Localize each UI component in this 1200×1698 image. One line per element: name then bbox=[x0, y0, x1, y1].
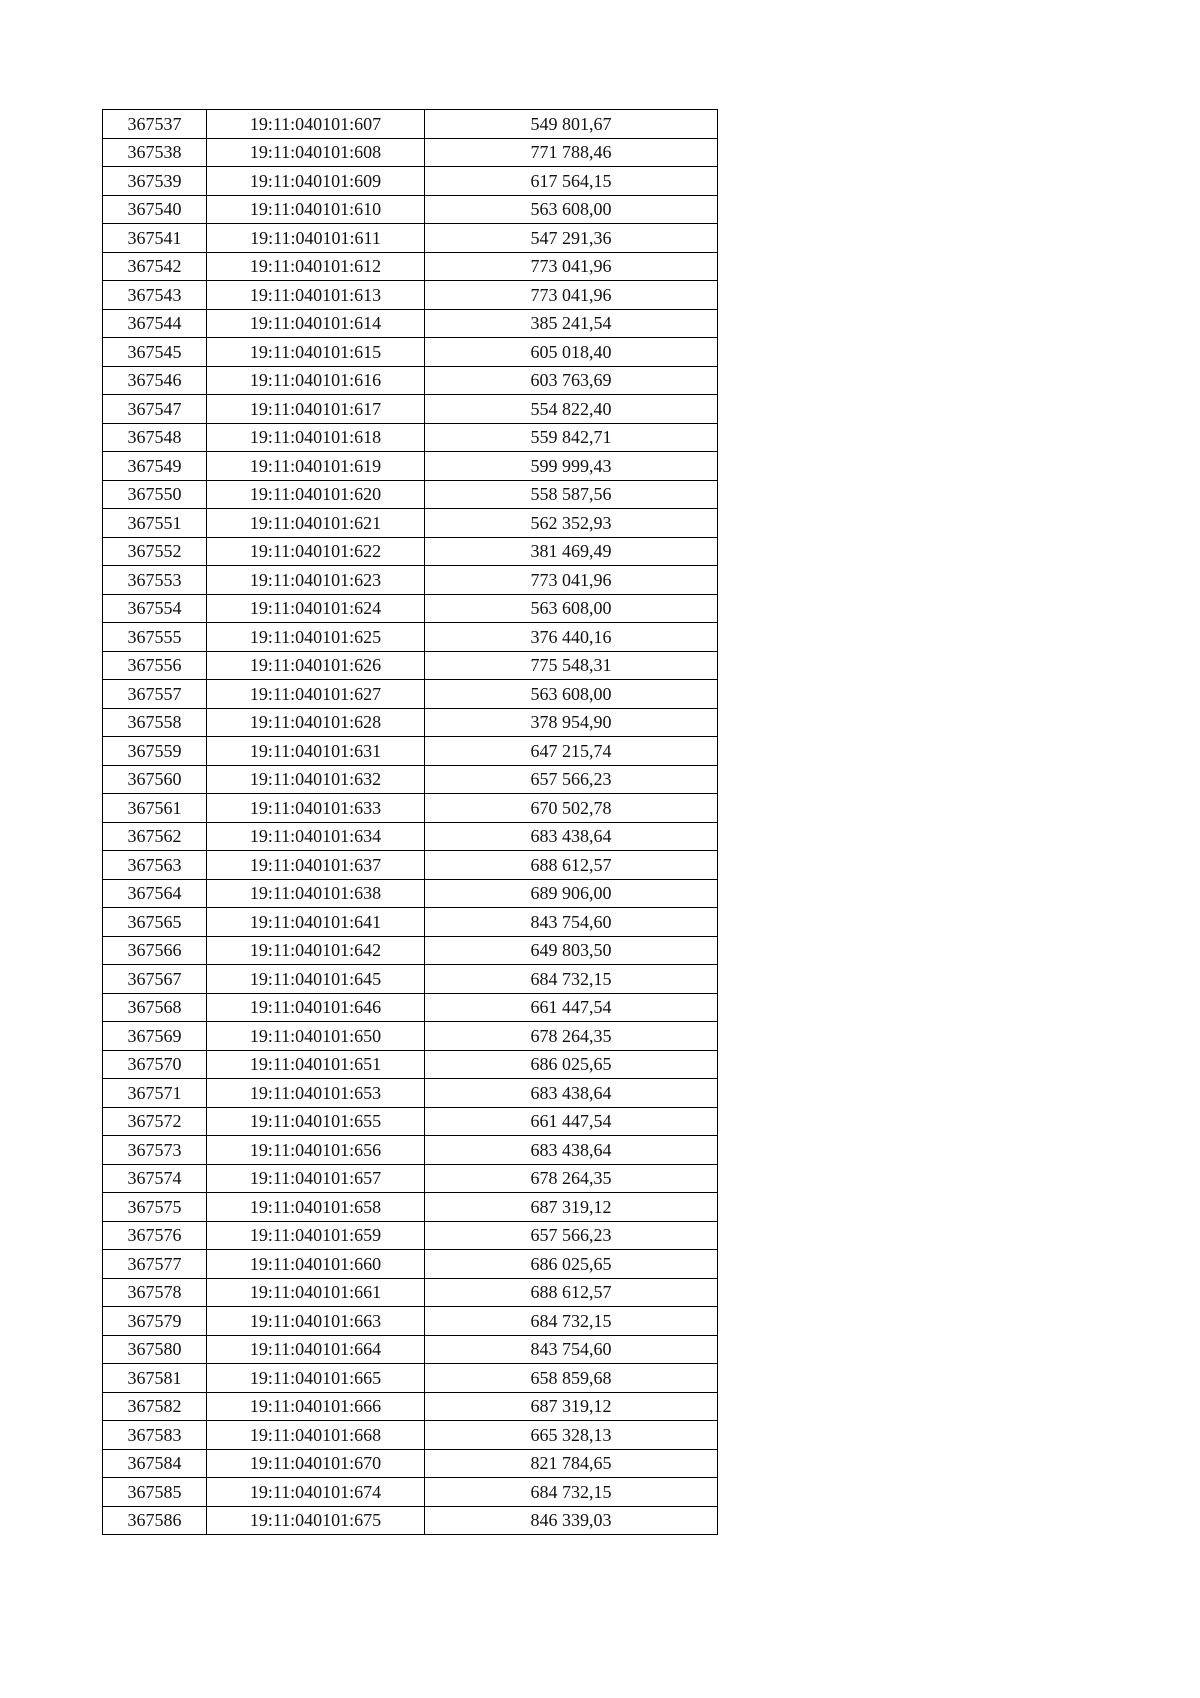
table-row bbox=[103, 195, 718, 224]
row-number-cell: 367579 bbox=[103, 1307, 207, 1336]
row-number-cell: 367570 bbox=[103, 1050, 207, 1079]
table-row bbox=[103, 936, 718, 965]
cadastral-number-cell: 19:11:040101:655 bbox=[207, 1107, 425, 1136]
table-row bbox=[103, 1022, 718, 1051]
value-cell: 843 754,60 bbox=[425, 908, 718, 937]
row-number-cell: 367575 bbox=[103, 1193, 207, 1222]
row-number-cell: 367580 bbox=[103, 1335, 207, 1364]
value-cell: 549 801,67 bbox=[425, 110, 718, 139]
table-row bbox=[103, 480, 718, 509]
cadastral-number-cell: 19:11:040101:641 bbox=[207, 908, 425, 937]
cadastral-number-cell: 19:11:040101:645 bbox=[207, 965, 425, 994]
row-number-cell: 367547 bbox=[103, 395, 207, 424]
row-number-cell: 367564 bbox=[103, 879, 207, 908]
cadastral-number-cell: 19:11:040101:624 bbox=[207, 594, 425, 623]
value-cell: 688 612,57 bbox=[425, 1278, 718, 1307]
row-number-cell: 367578 bbox=[103, 1278, 207, 1307]
table-row bbox=[103, 1107, 718, 1136]
cadastral-number-cell: 19:11:040101:659 bbox=[207, 1221, 425, 1250]
value-cell: 603 763,69 bbox=[425, 366, 718, 395]
cadastral-number-cell: 19:11:040101:622 bbox=[207, 537, 425, 566]
table-row bbox=[103, 566, 718, 595]
cadastral-number-cell: 19:11:040101:610 bbox=[207, 195, 425, 224]
table-row bbox=[103, 167, 718, 196]
row-number-cell: 367561 bbox=[103, 794, 207, 823]
table-row bbox=[103, 965, 718, 994]
value-cell: 684 732,15 bbox=[425, 1307, 718, 1336]
row-number-cell: 367560 bbox=[103, 765, 207, 794]
cadastral-number-cell: 19:11:040101:650 bbox=[207, 1022, 425, 1051]
cadastral-number-cell: 19:11:040101:632 bbox=[207, 765, 425, 794]
cadastral-number-cell: 19:11:040101:625 bbox=[207, 623, 425, 652]
table-row bbox=[103, 794, 718, 823]
cadastral-number-cell: 19:11:040101:656 bbox=[207, 1136, 425, 1165]
value-cell: 686 025,65 bbox=[425, 1050, 718, 1079]
cadastral-number-cell: 19:11:040101:614 bbox=[207, 309, 425, 338]
cadastral-number-cell: 19:11:040101:660 bbox=[207, 1250, 425, 1279]
row-number-cell: 367541 bbox=[103, 224, 207, 253]
value-cell: 771 788,46 bbox=[425, 138, 718, 167]
value-cell: 665 328,13 bbox=[425, 1421, 718, 1450]
table-row bbox=[103, 993, 718, 1022]
value-cell: 617 564,15 bbox=[425, 167, 718, 196]
cadastral-number-cell: 19:11:040101:626 bbox=[207, 651, 425, 680]
table-row bbox=[103, 1449, 718, 1478]
cadastral-number-cell: 19:11:040101:612 bbox=[207, 252, 425, 281]
value-cell: 661 447,54 bbox=[425, 1107, 718, 1136]
cadastral-number-cell: 19:11:040101:653 bbox=[207, 1079, 425, 1108]
value-cell: 678 264,35 bbox=[425, 1022, 718, 1051]
table-row bbox=[103, 879, 718, 908]
row-number-cell: 367559 bbox=[103, 737, 207, 766]
value-cell: 821 784,65 bbox=[425, 1449, 718, 1478]
table-row bbox=[103, 1478, 718, 1507]
value-cell: 658 859,68 bbox=[425, 1364, 718, 1393]
table-row bbox=[103, 1506, 718, 1535]
value-cell: 385 241,54 bbox=[425, 309, 718, 338]
table-row bbox=[103, 366, 718, 395]
table-row bbox=[103, 423, 718, 452]
cadastral-number-cell: 19:11:040101:675 bbox=[207, 1506, 425, 1535]
cadastral-number-cell: 19:11:040101:658 bbox=[207, 1193, 425, 1222]
cadastral-number-cell: 19:11:040101:657 bbox=[207, 1164, 425, 1193]
row-number-cell: 367546 bbox=[103, 366, 207, 395]
value-cell: 376 440,16 bbox=[425, 623, 718, 652]
cadastral-number-cell: 19:11:040101:661 bbox=[207, 1278, 425, 1307]
table-row bbox=[103, 309, 718, 338]
table-row bbox=[103, 395, 718, 424]
row-number-cell: 367544 bbox=[103, 309, 207, 338]
row-number-cell: 367565 bbox=[103, 908, 207, 937]
value-cell: 554 822,40 bbox=[425, 395, 718, 424]
cadastral-number-cell: 19:11:040101:674 bbox=[207, 1478, 425, 1507]
cadastral-number-cell: 19:11:040101:634 bbox=[207, 822, 425, 851]
value-cell: 775 548,31 bbox=[425, 651, 718, 680]
row-number-cell: 367542 bbox=[103, 252, 207, 281]
cadastral-number-cell: 19:11:040101:608 bbox=[207, 138, 425, 167]
cadastral-number-cell: 19:11:040101:646 bbox=[207, 993, 425, 1022]
value-cell: 563 608,00 bbox=[425, 680, 718, 709]
value-cell: 687 319,12 bbox=[425, 1193, 718, 1222]
table-row bbox=[103, 1136, 718, 1165]
row-number-cell: 367553 bbox=[103, 566, 207, 595]
value-cell: 563 608,00 bbox=[425, 195, 718, 224]
table-row bbox=[103, 1164, 718, 1193]
cadastral-number-cell: 19:11:040101:613 bbox=[207, 281, 425, 310]
cadastral-number-cell: 19:11:040101:663 bbox=[207, 1307, 425, 1336]
value-cell: 559 842,71 bbox=[425, 423, 718, 452]
row-number-cell: 367555 bbox=[103, 623, 207, 652]
cadastral-number-cell: 19:11:040101:638 bbox=[207, 879, 425, 908]
row-number-cell: 367549 bbox=[103, 452, 207, 481]
value-cell: 670 502,78 bbox=[425, 794, 718, 823]
row-number-cell: 367571 bbox=[103, 1079, 207, 1108]
table-row bbox=[103, 651, 718, 680]
table-row bbox=[103, 623, 718, 652]
table-row bbox=[103, 281, 718, 310]
value-cell: 684 732,15 bbox=[425, 1478, 718, 1507]
row-number-cell: 367566 bbox=[103, 936, 207, 965]
row-number-cell: 367539 bbox=[103, 167, 207, 196]
cadastral-number-cell: 19:11:040101:665 bbox=[207, 1364, 425, 1393]
table-row bbox=[103, 1307, 718, 1336]
value-cell: 378 954,90 bbox=[425, 708, 718, 737]
cadastral-number-cell: 19:11:040101:666 bbox=[207, 1392, 425, 1421]
table-row bbox=[103, 224, 718, 253]
value-cell: 686 025,65 bbox=[425, 1250, 718, 1279]
value-cell: 381 469,49 bbox=[425, 537, 718, 566]
value-cell: 649 803,50 bbox=[425, 936, 718, 965]
cadastral-number-cell: 19:11:040101:642 bbox=[207, 936, 425, 965]
cadastral-number-cell: 19:11:040101:609 bbox=[207, 167, 425, 196]
row-number-cell: 367567 bbox=[103, 965, 207, 994]
value-cell: 599 999,43 bbox=[425, 452, 718, 481]
table-row bbox=[103, 509, 718, 538]
row-number-cell: 367552 bbox=[103, 537, 207, 566]
cadastral-number-cell: 19:11:040101:616 bbox=[207, 366, 425, 395]
cadastral-number-cell: 19:11:040101:631 bbox=[207, 737, 425, 766]
cadastral-number-cell: 19:11:040101:617 bbox=[207, 395, 425, 424]
value-cell: 688 612,57 bbox=[425, 851, 718, 880]
table-row bbox=[103, 138, 718, 167]
cadastral-number-cell: 19:11:040101:615 bbox=[207, 338, 425, 367]
row-number-cell: 367568 bbox=[103, 993, 207, 1022]
cadastral-number-cell: 19:11:040101:627 bbox=[207, 680, 425, 709]
value-cell: 683 438,64 bbox=[425, 822, 718, 851]
cadastral-number-cell: 19:11:040101:670 bbox=[207, 1449, 425, 1478]
value-cell: 547 291,36 bbox=[425, 224, 718, 253]
cadastral-number-cell: 19:11:040101:651 bbox=[207, 1050, 425, 1079]
table-row bbox=[103, 1079, 718, 1108]
table-row bbox=[103, 851, 718, 880]
row-number-cell: 367562 bbox=[103, 822, 207, 851]
cadastral-number-cell: 19:11:040101:621 bbox=[207, 509, 425, 538]
row-number-cell: 367554 bbox=[103, 594, 207, 623]
cadastral-number-cell: 19:11:040101:664 bbox=[207, 1335, 425, 1364]
row-number-cell: 367585 bbox=[103, 1478, 207, 1507]
table-row bbox=[103, 252, 718, 281]
value-cell: 605 018,40 bbox=[425, 338, 718, 367]
row-number-cell: 367557 bbox=[103, 680, 207, 709]
table-row bbox=[103, 822, 718, 851]
row-number-cell: 367577 bbox=[103, 1250, 207, 1279]
row-number-cell: 367551 bbox=[103, 509, 207, 538]
table-row bbox=[103, 1335, 718, 1364]
table-body bbox=[103, 110, 718, 1535]
value-cell: 683 438,64 bbox=[425, 1079, 718, 1108]
table-row bbox=[103, 1050, 718, 1079]
value-cell: 684 732,15 bbox=[425, 965, 718, 994]
value-cell: 773 041,96 bbox=[425, 566, 718, 595]
value-cell: 687 319,12 bbox=[425, 1392, 718, 1421]
table-row bbox=[103, 338, 718, 367]
row-number-cell: 367543 bbox=[103, 281, 207, 310]
table-row bbox=[103, 537, 718, 566]
row-number-cell: 367548 bbox=[103, 423, 207, 452]
table-row bbox=[103, 1364, 718, 1393]
row-number-cell: 367572 bbox=[103, 1107, 207, 1136]
row-number-cell: 367586 bbox=[103, 1506, 207, 1535]
value-cell: 773 041,96 bbox=[425, 281, 718, 310]
table-row bbox=[103, 1421, 718, 1450]
cadastral-value-table bbox=[102, 109, 718, 1535]
cadastral-number-cell: 19:11:040101:618 bbox=[207, 423, 425, 452]
cadastral-number-cell: 19:11:040101:607 bbox=[207, 110, 425, 139]
cadastral-number-cell: 19:11:040101:633 bbox=[207, 794, 425, 823]
value-cell: 773 041,96 bbox=[425, 252, 718, 281]
row-number-cell: 367582 bbox=[103, 1392, 207, 1421]
value-cell: 558 587,56 bbox=[425, 480, 718, 509]
table-row bbox=[103, 680, 718, 709]
table-row bbox=[103, 452, 718, 481]
value-cell: 563 608,00 bbox=[425, 594, 718, 623]
table-row bbox=[103, 1193, 718, 1222]
row-number-cell: 367574 bbox=[103, 1164, 207, 1193]
table-row bbox=[103, 765, 718, 794]
row-number-cell: 367581 bbox=[103, 1364, 207, 1393]
table-row bbox=[103, 594, 718, 623]
table-row bbox=[103, 1250, 718, 1279]
row-number-cell: 367583 bbox=[103, 1421, 207, 1450]
table-row bbox=[103, 708, 718, 737]
cadastral-number-cell: 19:11:040101:668 bbox=[207, 1421, 425, 1450]
row-number-cell: 367584 bbox=[103, 1449, 207, 1478]
row-number-cell: 367556 bbox=[103, 651, 207, 680]
value-cell: 678 264,35 bbox=[425, 1164, 718, 1193]
table-row bbox=[103, 737, 718, 766]
cadastral-number-cell: 19:11:040101:620 bbox=[207, 480, 425, 509]
value-cell: 661 447,54 bbox=[425, 993, 718, 1022]
row-number-cell: 367540 bbox=[103, 195, 207, 224]
table-row bbox=[103, 1221, 718, 1250]
row-number-cell: 367573 bbox=[103, 1136, 207, 1165]
cadastral-number-cell: 19:11:040101:623 bbox=[207, 566, 425, 595]
row-number-cell: 367537 bbox=[103, 110, 207, 139]
value-cell: 647 215,74 bbox=[425, 737, 718, 766]
row-number-cell: 367545 bbox=[103, 338, 207, 367]
table-row bbox=[103, 110, 718, 139]
value-cell: 683 438,64 bbox=[425, 1136, 718, 1165]
table-row bbox=[103, 1392, 718, 1421]
row-number-cell: 367576 bbox=[103, 1221, 207, 1250]
cadastral-number-cell: 19:11:040101:628 bbox=[207, 708, 425, 737]
value-cell: 843 754,60 bbox=[425, 1335, 718, 1364]
cadastral-number-cell: 19:11:040101:611 bbox=[207, 224, 425, 253]
value-cell: 657 566,23 bbox=[425, 1221, 718, 1250]
row-number-cell: 367563 bbox=[103, 851, 207, 880]
table-row bbox=[103, 908, 718, 937]
row-number-cell: 367558 bbox=[103, 708, 207, 737]
row-number-cell: 367538 bbox=[103, 138, 207, 167]
value-cell: 689 906,00 bbox=[425, 879, 718, 908]
value-cell: 562 352,93 bbox=[425, 509, 718, 538]
row-number-cell: 367550 bbox=[103, 480, 207, 509]
row-number-cell: 367569 bbox=[103, 1022, 207, 1051]
table-row bbox=[103, 1278, 718, 1307]
value-cell: 846 339,03 bbox=[425, 1506, 718, 1535]
value-cell: 657 566,23 bbox=[425, 765, 718, 794]
cadastral-number-cell: 19:11:040101:619 bbox=[207, 452, 425, 481]
cadastral-number-cell: 19:11:040101:637 bbox=[207, 851, 425, 880]
